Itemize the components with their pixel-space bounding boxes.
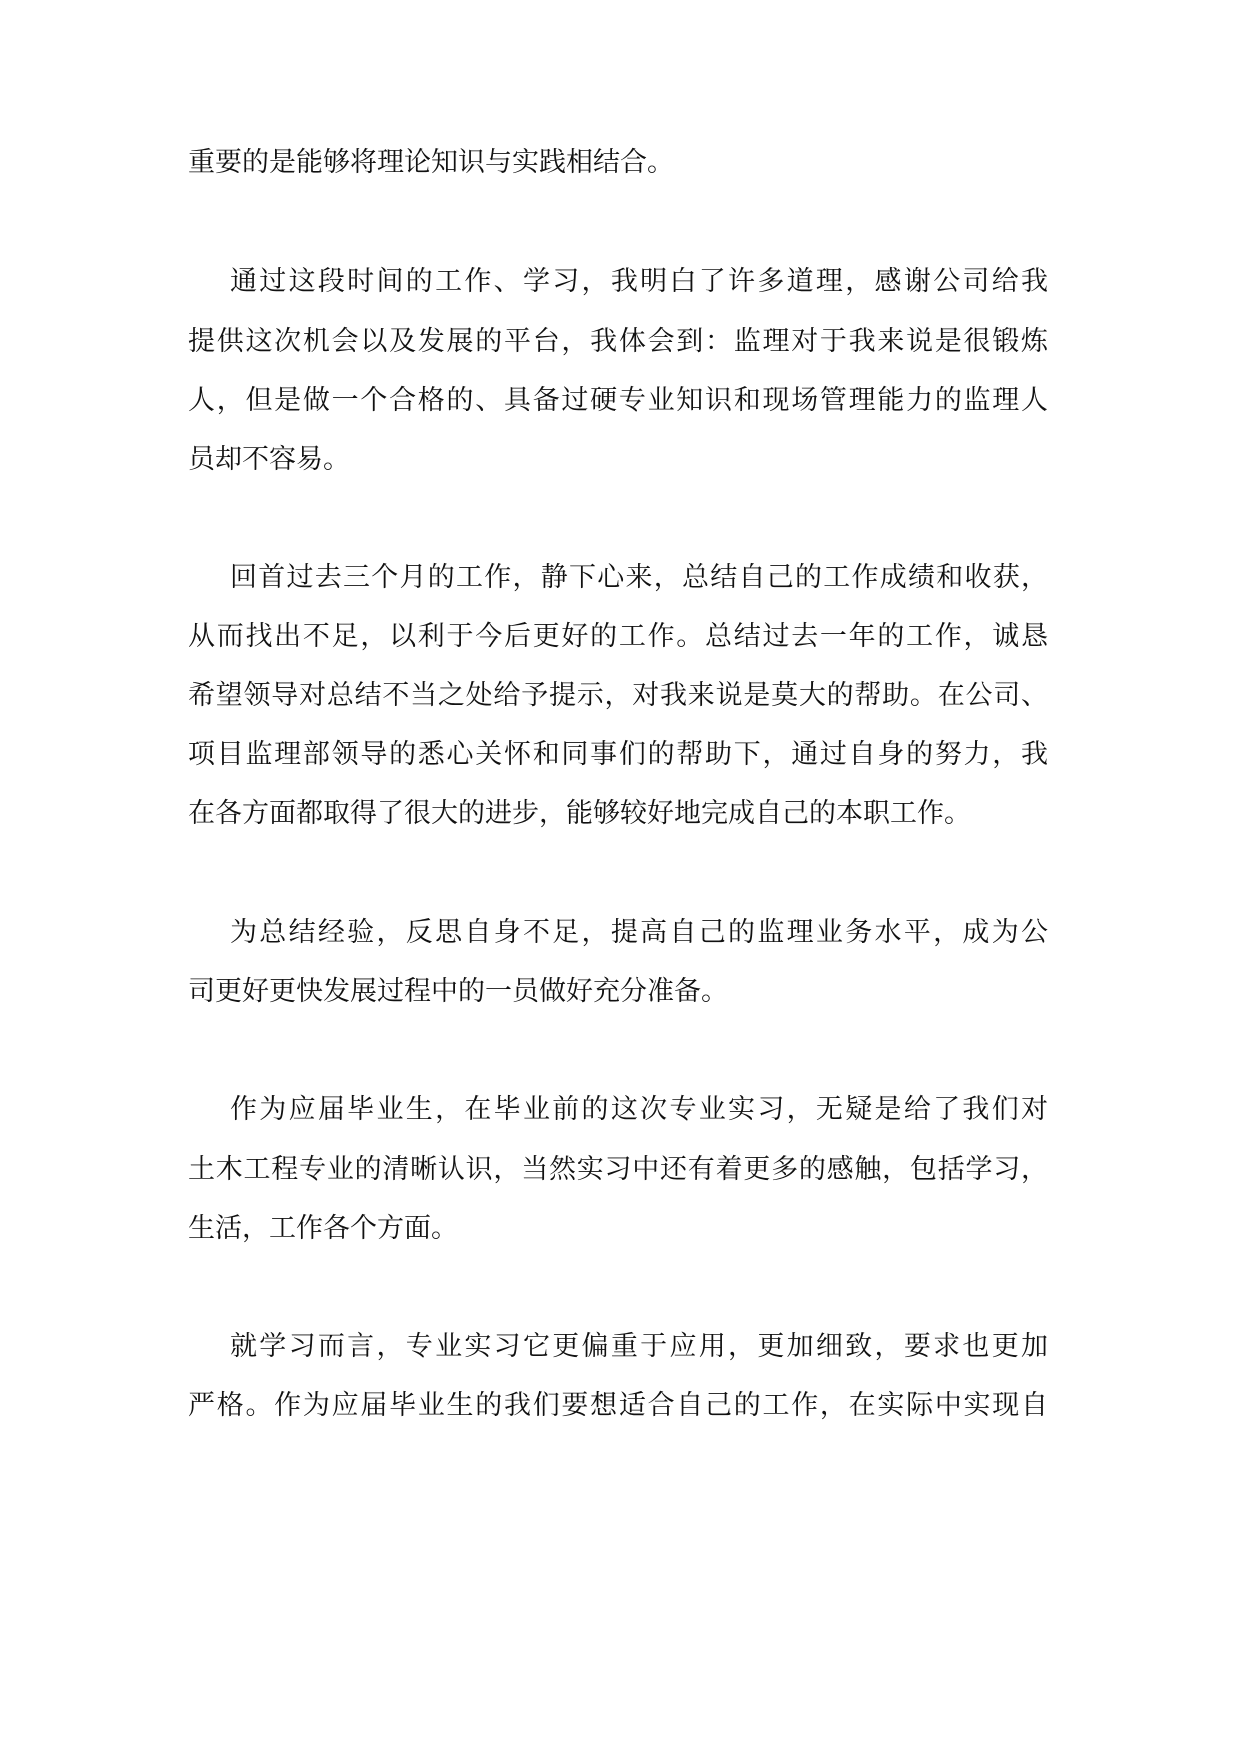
text-line: 员却不容易。 [188, 444, 350, 475]
text-line: 人，但是做一个合格的、具备过硬专业知识和现场管理能力的监理人 [188, 385, 1048, 416]
text-line: 希望领导对总结不当之处给予提示，对我来说是莫大的帮助。在公司、 [188, 680, 1048, 711]
text-line: 通过这段时间的工作、学习，我明白了许多道理，感谢公司给我 [230, 266, 1048, 297]
text-line: 就学习而言，专业实习它更偏重于应用，更加细致，要求也更加 [230, 1331, 1048, 1362]
text-line: 严格。作为应届毕业生的我们要想适合自己的工作，在实际中实现自 [188, 1390, 1048, 1421]
text-line: 回首过去三个月的工作，静下心来，总结自己的工作成绩和收获， [230, 562, 1048, 593]
text-line: 在各方面都取得了很大的进步，能够较好地完成自己的本职工作。 [188, 798, 971, 829]
text-line: 为总结经验，反思自身不足，提高自己的监理业务水平，成为公 [230, 917, 1048, 948]
text-line: 提供这次机会以及发展的平台，我体会到：监理对于我来说是很锻炼 [188, 326, 1048, 357]
text-line: 司更好更快发展过程中的一员做好充分准备。 [188, 976, 728, 1007]
text-line: 土木工程专业的清晰认识，当然实习中还有着更多的感触，包括学习， [188, 1154, 1048, 1185]
text-line: 重要的是能够将理论知识与实践相结合。 [188, 147, 674, 178]
text-line: 从而找出不足，以利于今后更好的工作。总结过去一年的工作，诚恳 [188, 621, 1048, 652]
text-line: 作为应届毕业生，在毕业前的这次专业实习，无疑是给了我们对 [230, 1094, 1048, 1125]
text-line: 生活，工作各个方面。 [188, 1213, 458, 1244]
text-line: 项目监理部领导的悉心关怀和同事们的帮助下，通过自身的努力，我 [188, 739, 1048, 770]
